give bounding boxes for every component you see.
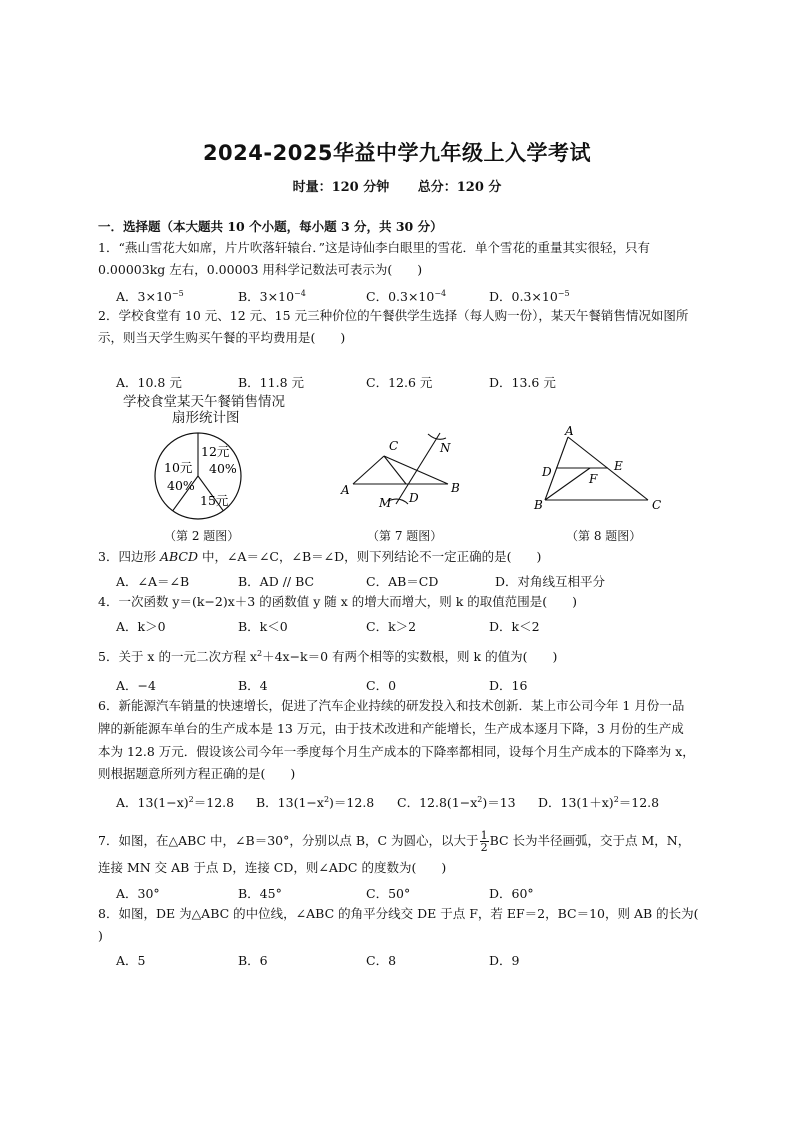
fig8-label-d: D [542, 465, 552, 479]
q5-option-c: C．0 [366, 678, 397, 693]
question-8-text-2: ) [98, 928, 103, 943]
fig8-label-a: A [565, 425, 574, 438]
fig7-label-n: N [440, 441, 451, 455]
exam-meta [0, 176, 794, 195]
exam-title: 2024-2025华益中学九年级上入学考试 [202, 141, 592, 165]
bisector-bf [545, 468, 590, 500]
q3-option-b: B．AD // BC [238, 574, 315, 589]
q2-option-c: C．12.6 元 [366, 375, 433, 390]
exam-time: 时量：120 分钟 [292, 180, 390, 195]
q3-option-a: A．∠A＝∠B [116, 574, 190, 589]
question-4-text: 4．一次函数 y＝(k−2)x＋3 的函数值 y 随 x 的增大而增大，则 k 的取值范围是( ) [98, 594, 577, 609]
q3-option-d: D．对角线互相平分 [495, 574, 606, 589]
q8-option-c: C．8 [366, 953, 397, 968]
figure-7-diagram [338, 428, 478, 518]
question-2-text: 2．学校食堂有 10 元、12 元、15 元三种价位的午餐供学生选择（每人购一份），某天午餐销售情况如图所 [98, 308, 689, 323]
fig7-label-a: A [341, 483, 350, 497]
question-8-text: 8．如图，DE 为△ABC 的中位线，∠ABC 的角平分线交 DE 于点 F，若 EF＝2，BC＝10，则 AB 的长为( [98, 906, 699, 921]
fig8-label-b: B [534, 498, 543, 512]
q6-option-c: C．$12.8(1-x^2)=13$ [397, 795, 516, 810]
question-7-text: 7．如图，在△ABC 中，∠B＝30°，分别以点 B，C 为圆心，以大于 $\frac{1}{2}$ BC 长为半径画弧，交于点 M，N， [98, 829, 691, 854]
figure-2-subtitle: 扇形统计图 [172, 410, 240, 426]
fig8-label-e: E [614, 459, 623, 473]
q1-option-d: D．$0.3\times 10^{-5}$ [489, 289, 570, 304]
pie-slice-10-percent: 40% [167, 478, 195, 493]
q2-option-d: D．13.6 元 [489, 375, 556, 390]
question-6-text-3: 本为 12.8 万元．假设该公司今年一季度每个月生产成本的下降率都相同，设每个月生产成本的下降率为 x， [98, 744, 695, 759]
figure-2-title: 学校食堂某天午餐销售情况 [123, 394, 285, 410]
q5-option-a: A．−4 [116, 678, 156, 693]
question-6-text-4: 则根据题意所列方程正确的是( ) [98, 766, 296, 781]
q6-option-a: A．$13(1-x)^2=12.8$ [116, 795, 235, 810]
segment-cd [384, 456, 406, 484]
q4-option-c: C．k＞2 [366, 619, 417, 634]
q7-option-a: A．30° [116, 886, 160, 901]
q5-option-d: D．16 [489, 678, 528, 693]
question-7-text-2: 连接 MN 交 AB 于点 D，连接 CD，则∠ADC 的度数为( ) [98, 860, 447, 875]
q1-option-c: C．$0.3\times 10^{-4}$ [366, 289, 447, 304]
segment-ac [353, 456, 384, 484]
fig7-label-m: M [379, 496, 392, 510]
pie-slice-12-percent: 40% [209, 461, 237, 476]
q6-option-d: D．$13(1+x)^2=12.8$ [538, 795, 660, 810]
q6-option-b: B．$13(1-x^2)=12.8$ [256, 795, 375, 810]
q2-option-a: A．10.8 元 [116, 375, 182, 390]
fig7-label-b: B [451, 481, 460, 495]
figure-8-caption: （第 8 题图） [566, 529, 642, 543]
question-3-text: 3．四边形 ABCD 中，∠A＝∠C，∠B＝∠D，则下列结论不一定正确的是( ) [98, 549, 542, 564]
q7-option-b: B．45° [238, 886, 282, 901]
segment-cb [384, 456, 448, 484]
section-heading: 一．选择题（本大题共 10 个小题，每小题 3 分，共 30 分） [98, 219, 443, 234]
q3-option-c: C．AB＝CD [366, 574, 439, 589]
q4-option-d: D．k＜2 [489, 619, 540, 634]
q2-option-b: B．11.8 元 [238, 375, 304, 390]
fig7-label-d: D [409, 491, 419, 505]
question-6-text: 6．新能源汽车销量的快速增长，促进了汽车企业持续的研发投入和技术创新．某上市公司今年 1 月份一品 [98, 698, 685, 713]
figure-7-caption: （第 7 题图） [367, 529, 443, 543]
question-2-text-2: 示，则当天学生购买午餐的平均费用是( ) [98, 330, 346, 345]
q5-option-b: B．4 [238, 678, 268, 693]
figure-8-diagram [528, 425, 668, 517]
fraction-one-half: $\frac{1}{2}$ [480, 829, 488, 854]
fig8-label-f: F [589, 472, 598, 486]
pie-slice-12-label: 12元 [201, 444, 230, 459]
q8-option-b: B．6 [238, 953, 268, 968]
arc-n [428, 434, 446, 439]
fig7-label-c: C [389, 439, 399, 453]
question-1-text: 1．“燕山雪花大如席，片片吹落轩辕台．”这是诗仙李白眼里的雪花．单个雪花的重量其实很轻，只有 [98, 240, 650, 255]
q8-option-d: D．9 [489, 953, 520, 968]
q7-option-c: C．50° [366, 886, 411, 901]
question-6-text-2: 牌的新能源车单台的生产成本是 13 万元，由于技术改进和产能增长，生产成本逐月下降，3 月份的生产成 [98, 721, 684, 736]
figure-2-pie-chart [150, 428, 250, 528]
fig8-label-c: C [652, 498, 662, 512]
q4-option-a: A．k＞0 [116, 619, 166, 634]
question-5-text: 5．关于 x 的一元二次方程 $x^2+4x-k=0$ 有两个相等的实数根，则 k 的值为( ) [98, 649, 558, 664]
q1-option-a: A．$3\times 10^{-5}$ [116, 289, 184, 304]
q1-option-b: B．$3\times 10^{-4}$ [238, 289, 306, 304]
pie-slice-10-label: 10元 [164, 460, 193, 475]
exam-total-score: 总分：120 分 [417, 180, 502, 195]
figure-2-caption: （第 2 题图） [164, 529, 240, 543]
pie-slice-15-label: 15元 [200, 493, 229, 508]
q4-option-b: B．k＜0 [238, 619, 288, 634]
q7-option-d: D．60° [489, 886, 534, 901]
question-1-text-2: 0.00003kg 左右，0.00003 用科学记数法可表示为( ) [98, 262, 423, 277]
q8-option-a: A．5 [116, 953, 146, 968]
